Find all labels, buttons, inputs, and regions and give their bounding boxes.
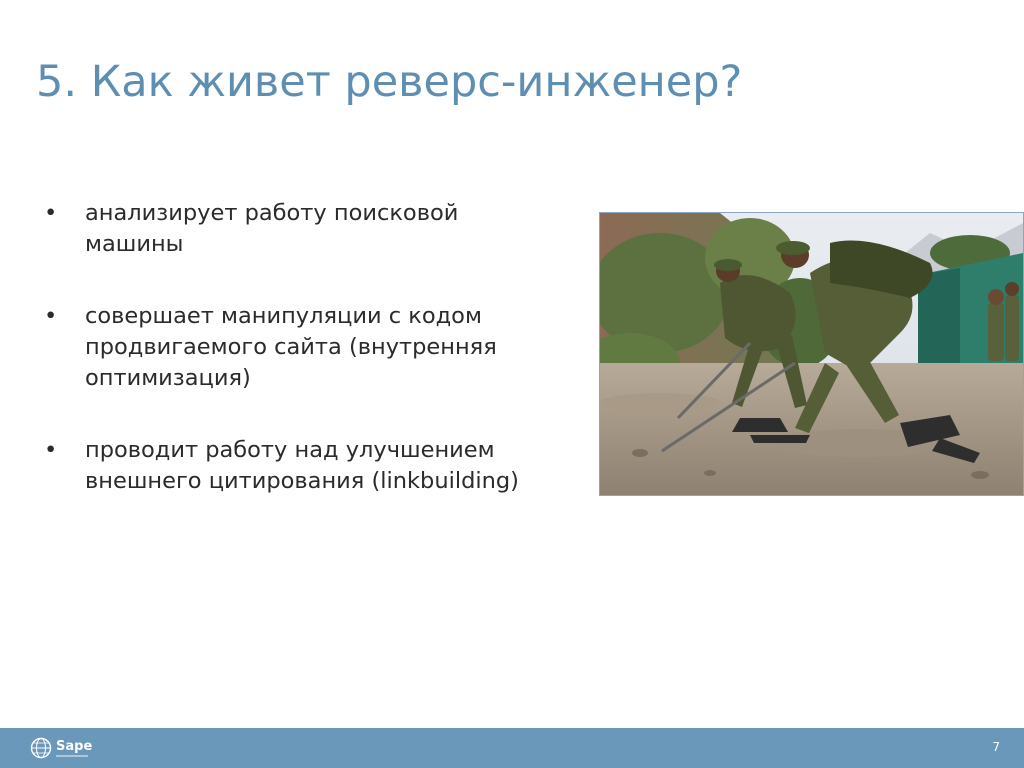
sape-logo bbox=[30, 735, 92, 761]
bullet-item bbox=[44, 301, 544, 394]
bullet-text: совершает манипуляции с кодом продвигаемого сайта (внутренняя оптимизация) bbox=[85, 303, 497, 391]
bullet-text: проводит работу над улучшением внешнего цитирования (linkbuilding) bbox=[85, 437, 519, 494]
soldiers-photo bbox=[599, 212, 1024, 496]
bullet-marker: • bbox=[44, 200, 58, 226]
bullet-marker: • bbox=[44, 437, 58, 463]
footer-bar bbox=[0, 728, 1024, 768]
bullet-item bbox=[44, 198, 544, 260]
page-number: 7 bbox=[992, 740, 1000, 754]
globe-icon bbox=[30, 737, 52, 759]
logo-tagline-mark bbox=[56, 755, 88, 757]
photo-illustration bbox=[600, 213, 1023, 495]
bullet-item bbox=[44, 435, 544, 497]
bullet-list bbox=[44, 198, 544, 538]
logo-text: Sape bbox=[56, 738, 93, 754]
slide-title: 5. Как живет реверс-инженер? bbox=[36, 57, 743, 107]
bullet-marker: • bbox=[44, 303, 58, 329]
bullet-text: анализирует работу поисковой машины bbox=[85, 200, 459, 257]
